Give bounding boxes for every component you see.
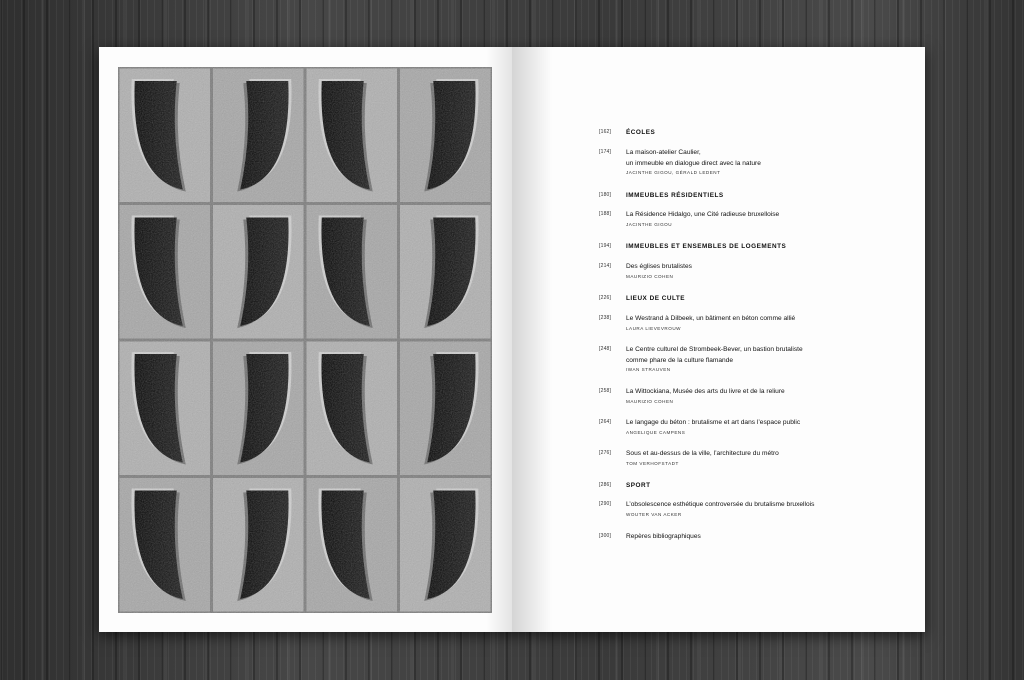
toc-article-title: La Résidence Hidalgo, une Cité radieuse bruxelloise	[626, 211, 780, 218]
toc-page-number: [188]	[599, 211, 612, 217]
toc-section	[599, 128, 899, 137]
toc-section	[599, 481, 899, 490]
toc-article-title: La maison-atelier Caulier,	[626, 149, 701, 156]
toc-article-title: L’obsolescence esthétique controversée du brutalisme bruxellois	[626, 501, 815, 508]
toc-page-number: [162]	[599, 129, 612, 135]
toc-section	[599, 191, 899, 200]
toc-page-number: [248]	[599, 346, 612, 352]
toc-entry	[599, 387, 899, 406]
toc-article-title: La Wittockiana, Musée des arts du livre et de la reliure	[626, 388, 785, 395]
toc-article-title: comme phare de la culture flamande	[626, 356, 734, 364]
toc-entry	[599, 418, 899, 437]
open-book	[99, 47, 925, 632]
toc-page-number: [226]	[599, 295, 612, 301]
toc-entry	[599, 449, 899, 468]
toc-author: JACINTHE GIGOU	[626, 221, 673, 227]
toc-entry	[599, 345, 899, 374]
toc-section-title: LIEUX DE CULTE	[626, 295, 686, 302]
toc-author: MAURIZIO COHEN	[626, 273, 674, 279]
toc-section-title: IMMEUBLES ET ENSEMBLES DE LOGEMENTS	[626, 243, 787, 250]
concrete-screen-wall-photo	[118, 67, 492, 613]
toc-author: JACINTHE GIGOU, GÉRALD LEDENT	[626, 170, 721, 175]
toc-page-number: [214]	[599, 263, 612, 269]
toc-entry	[599, 500, 899, 519]
toc-section	[599, 242, 899, 251]
toc-page-number: [264]	[599, 419, 612, 425]
toc-section-title: IMMEUBLES RÉSIDENTIELS	[626, 192, 724, 199]
toc-article-title: Le langage du béton : brutalisme et art dans l’espace public	[626, 419, 801, 426]
left-page	[99, 47, 512, 632]
toc-author: LAURA LIEVEVROUW	[626, 325, 681, 331]
toc-page-number: [300]	[599, 533, 612, 539]
toc-entry	[599, 210, 899, 229]
toc-author: ANGELIQUE CAMPENS	[626, 429, 686, 435]
toc-page-number: [194]	[599, 243, 612, 249]
toc-page-number: [174]	[599, 149, 612, 155]
toc-article-title: un immeuble en dialogue direct avec la nature	[626, 159, 761, 167]
photo-image	[118, 67, 492, 613]
toc-article-title: Sous et au-dessus de la ville, l’architecture du métro	[626, 450, 779, 457]
right-page	[512, 47, 925, 632]
toc-page-number: [258]	[599, 388, 612, 394]
toc-author: MAURIZIO COHEN	[626, 398, 674, 404]
toc-article-title: Des églises brutalistes	[626, 263, 692, 270]
toc-article-title: Le Centre culturel de Strombeek-Bever, un bastion brutaliste	[626, 346, 803, 353]
toc-entry	[599, 262, 899, 281]
toc-entry	[599, 148, 899, 177]
toc-article-title: Le Westrand à Dilbeek, un bâtiment en béton comme allié	[626, 315, 796, 322]
toc-author: IWAN STRAUVEN	[626, 367, 671, 372]
toc-entry	[599, 532, 899, 543]
toc-page-number: [276]	[599, 450, 612, 456]
toc-author: TOM VERHOFSTADT	[626, 460, 679, 466]
toc-page-number: [286]	[599, 482, 612, 488]
toc-section-title: ÉCOLES	[626, 129, 656, 136]
toc-article-title: Repères bibliographiques	[626, 533, 701, 540]
toc-section	[599, 294, 899, 303]
toc-entry	[599, 314, 899, 333]
toc-page-number: [238]	[599, 315, 612, 321]
toc-page-number: [180]	[599, 192, 612, 198]
toc-page-number: [290]	[599, 501, 612, 507]
toc-section-title: SPORT	[626, 482, 651, 489]
toc-author: WOUTER VAN ACKER	[626, 511, 682, 517]
